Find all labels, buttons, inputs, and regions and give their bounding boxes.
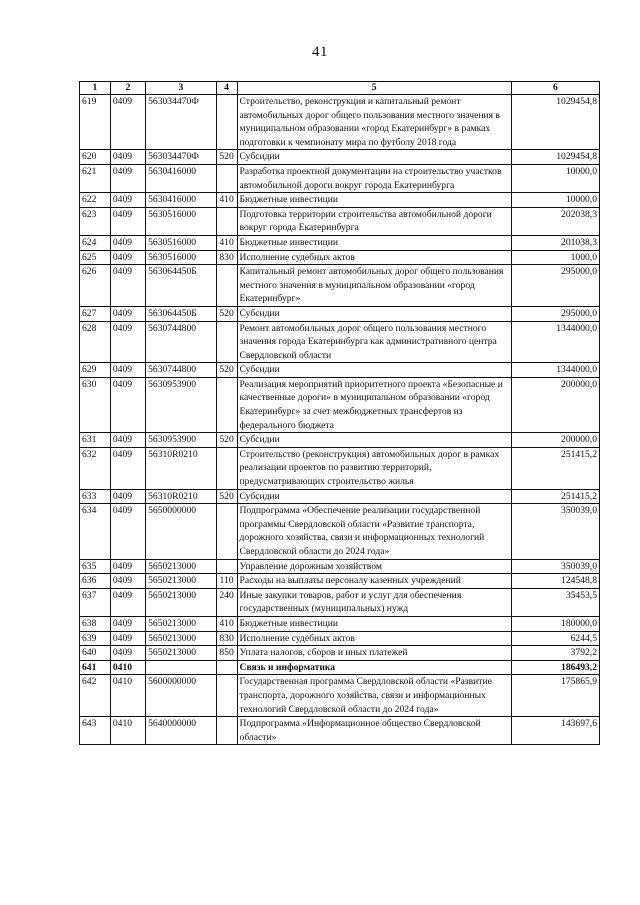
- amount-cell: 1029454,8: [511, 150, 599, 165]
- amount-cell: 295000,0: [511, 265, 599, 307]
- section-code-cell: 0409: [110, 631, 145, 646]
- target-article-cell: 5630953900: [146, 433, 217, 448]
- row-number-cell: 629: [80, 363, 111, 378]
- item-name-cell: Управление дорожным хозяйством: [237, 559, 511, 574]
- table-row: [80, 616, 600, 631]
- item-name-cell: Подготовка территории строительства автомобильной дороги вокруг города Екатеринбурга: [237, 207, 511, 235]
- section-code-cell: 0409: [110, 95, 145, 150]
- page-number: 41: [312, 44, 328, 60]
- section-code-cell: 0409: [110, 574, 145, 589]
- target-article-cell: 5650213000: [146, 631, 217, 646]
- expense-type-cell: [216, 675, 237, 717]
- expense-type-cell: 520: [216, 306, 237, 321]
- row-number-cell: 631: [80, 433, 111, 448]
- amount-cell: 180000,0: [511, 616, 599, 631]
- item-name-cell: Субсидии: [237, 489, 511, 504]
- table-row: [80, 631, 600, 646]
- expense-type-cell: 240: [216, 588, 237, 616]
- target-article-cell: 5600000000: [146, 675, 217, 717]
- row-number-cell: 625: [80, 250, 111, 265]
- table-row: [80, 646, 600, 661]
- section-code-cell: 0409: [110, 559, 145, 574]
- expense-type-cell: [216, 660, 237, 675]
- row-number-cell: 638: [80, 616, 111, 631]
- section-code-cell: 0409: [110, 306, 145, 321]
- target-article-cell: 5650213000: [146, 588, 217, 616]
- table-row: [80, 95, 600, 150]
- column-header-2: 2: [110, 82, 145, 95]
- expense-type-cell: 830: [216, 250, 237, 265]
- table-row: [80, 504, 600, 559]
- target-article-cell: 5630416000: [146, 164, 217, 192]
- expense-type-cell: [216, 559, 237, 574]
- item-name-cell: Расходы на выплаты персоналу казенных учреждений: [237, 574, 511, 589]
- expense-type-cell: 520: [216, 363, 237, 378]
- target-article-cell: 5630744800: [146, 321, 217, 363]
- item-name-cell: Подпрограмма «Обеспечение реализации государственной программы Свердловской области «Развитие транспорта, дорожного хозяйства, связи и информационных технологий Свердловской области до 2024 года»: [237, 504, 511, 559]
- expense-type-cell: 520: [216, 150, 237, 165]
- section-code-cell: 0409: [110, 433, 145, 448]
- item-name-cell: Бюджетные инвестиции: [237, 616, 511, 631]
- item-name-cell: Связь и информатика: [237, 660, 511, 675]
- section-code-cell: 0409: [110, 193, 145, 208]
- table-row: [80, 363, 600, 378]
- row-number-cell: 643: [80, 717, 111, 745]
- amount-cell: 201038,3: [511, 235, 599, 250]
- row-number-cell: 628: [80, 321, 111, 363]
- row-number-cell: 626: [80, 265, 111, 307]
- section-code-cell: 0409: [110, 489, 145, 504]
- table-header-row: [80, 82, 600, 95]
- target-article-cell: 5650213000: [146, 616, 217, 631]
- table-row: [80, 574, 600, 589]
- amount-cell: 143697,6: [511, 717, 599, 745]
- item-name-cell: Строительство, реконструкция и капитальный ремонт автомобильных дорог общего пользования местного значения в муниципальном образовании «город Екатеринбург» в рамках подготовки к чемпионату мира по футболу 2018 года: [237, 95, 511, 150]
- table-row: [80, 377, 600, 432]
- amount-cell: 186493,2: [511, 660, 599, 675]
- expense-type-cell: 110: [216, 574, 237, 589]
- row-number-cell: 624: [80, 235, 111, 250]
- row-number-cell: 640: [80, 646, 111, 661]
- item-name-cell: Исполнение судебных актов: [237, 250, 511, 265]
- section-code-cell: 0409: [110, 250, 145, 265]
- row-number-cell: 623: [80, 207, 111, 235]
- section-code-cell: 0409: [110, 588, 145, 616]
- table-row: [80, 235, 600, 250]
- row-number-cell: 641: [80, 660, 111, 675]
- item-name-cell: Государственная программа Свердловской области «Развитие транспорта, дорожного хозяйства, связи и информационных технологий Свердловской области до 2024 года»: [237, 675, 511, 717]
- amount-cell: 1029454,8: [511, 95, 599, 150]
- expense-type-cell: 520: [216, 489, 237, 504]
- row-number-cell: 642: [80, 675, 111, 717]
- row-number-cell: 635: [80, 559, 111, 574]
- section-code-cell: 0409: [110, 504, 145, 559]
- row-number-cell: 636: [80, 574, 111, 589]
- amount-cell: 1000,0: [511, 250, 599, 265]
- item-name-cell: Строительство (реконструкция) автомобильных дорог в рамках реализации проектов по развитию территорий, предусматривающих строительство жилья: [237, 447, 511, 489]
- amount-cell: 6244,5: [511, 631, 599, 646]
- row-number-cell: 639: [80, 631, 111, 646]
- target-article-cell: 563064450Б: [146, 265, 217, 307]
- budget-table: [79, 81, 600, 745]
- section-code-cell: 0409: [110, 616, 145, 631]
- table-row: [80, 675, 600, 717]
- amount-cell: 200000,0: [511, 433, 599, 448]
- amount-cell: 350039,0: [511, 504, 599, 559]
- table-row: [80, 588, 600, 616]
- amount-cell: 175865,9: [511, 675, 599, 717]
- expense-type-cell: 410: [216, 235, 237, 250]
- item-name-cell: Исполнение судебных актов: [237, 631, 511, 646]
- expense-type-cell: [216, 447, 237, 489]
- row-number-cell: 620: [80, 150, 111, 165]
- expense-type-cell: 830: [216, 631, 237, 646]
- section-code-cell: 0409: [110, 363, 145, 378]
- item-name-cell: Уплата налогов, сборов и иных платежей: [237, 646, 511, 661]
- item-name-cell: Реализация мероприятий приоритетного проекта «Безопасные и качественные дороги» в муниципальном образовании «город Екатеринбург» за счет межбюджетных трансфертов из федерального бюджета: [237, 377, 511, 432]
- column-header-3: 3: [146, 82, 217, 95]
- table-body: [80, 95, 600, 745]
- section-code-cell: 0410: [110, 660, 145, 675]
- section-code-cell: 0409: [110, 207, 145, 235]
- item-name-cell: Разработка проектной документации на строительство участков автомобильной дороги вокруг города Екатеринбурга: [237, 164, 511, 192]
- amount-cell: 10000,0: [511, 193, 599, 208]
- table-row: [80, 433, 600, 448]
- target-article-cell: 5630953900: [146, 377, 217, 432]
- amount-cell: 3792,2: [511, 646, 599, 661]
- target-article-cell: 5630516000: [146, 235, 217, 250]
- expense-type-cell: 410: [216, 193, 237, 208]
- expense-type-cell: [216, 377, 237, 432]
- table-row: [80, 164, 600, 192]
- target-article-cell: 5630416000: [146, 193, 217, 208]
- expense-type-cell: [216, 321, 237, 363]
- target-article-cell: 5630516000: [146, 250, 217, 265]
- amount-cell: 1344000,0: [511, 321, 599, 363]
- item-name-cell: Подпрограмма «Информационное общество Свердловской области»: [237, 717, 511, 745]
- item-name-cell: Капитальный ремонт автомобильных дорог общего пользования местного значения в муниципальном образовании «город Екатеринбург»: [237, 265, 511, 307]
- table-row: [80, 250, 600, 265]
- section-code-cell: 0409: [110, 646, 145, 661]
- target-article-cell: 56310R0210: [146, 447, 217, 489]
- table-row: [80, 207, 600, 235]
- amount-cell: 124548,8: [511, 574, 599, 589]
- expense-type-cell: [216, 95, 237, 150]
- section-code-cell: 0410: [110, 717, 145, 745]
- table-row: [80, 447, 600, 489]
- target-article-cell: 5650213000: [146, 646, 217, 661]
- row-number-cell: 630: [80, 377, 111, 432]
- expense-type-cell: 520: [216, 433, 237, 448]
- expense-type-cell: 850: [216, 646, 237, 661]
- amount-cell: 202038,3: [511, 207, 599, 235]
- amount-cell: 251415,2: [511, 489, 599, 504]
- section-code-cell: 0409: [110, 235, 145, 250]
- target-article-cell: 5640000000: [146, 717, 217, 745]
- expense-type-cell: [216, 717, 237, 745]
- section-code-cell: 0409: [110, 150, 145, 165]
- expense-type-cell: [216, 265, 237, 307]
- section-code-cell: 0409: [110, 321, 145, 363]
- item-name-cell: Субсидии: [237, 433, 511, 448]
- row-number-cell: 633: [80, 489, 111, 504]
- section-code-cell: 0409: [110, 265, 145, 307]
- item-name-cell: Бюджетные инвестиции: [237, 235, 511, 250]
- target-article-cell: 5650213000: [146, 559, 217, 574]
- row-number-cell: 634: [80, 504, 111, 559]
- amount-cell: 295000,0: [511, 306, 599, 321]
- column-header-6: 6: [511, 82, 599, 95]
- item-name-cell: Субсидии: [237, 363, 511, 378]
- target-article-cell: 5630516000: [146, 207, 217, 235]
- column-header-1: 1: [80, 82, 111, 95]
- column-header-4: 4: [216, 82, 237, 95]
- table-row: [80, 306, 600, 321]
- item-name-cell: Бюджетные инвестиции: [237, 193, 511, 208]
- row-number-cell: 619: [80, 95, 111, 150]
- amount-cell: 251415,2: [511, 447, 599, 489]
- amount-cell: 350039,0: [511, 559, 599, 574]
- row-number-cell: 622: [80, 193, 111, 208]
- item-name-cell: Иные закупки товаров, работ и услуг для обеспечения государственных (муниципальных) нужд: [237, 588, 511, 616]
- column-header-5: 5: [237, 82, 511, 95]
- target-article-cell: [146, 660, 217, 675]
- table-row: [80, 193, 600, 208]
- table-row: [80, 559, 600, 574]
- expense-type-cell: [216, 207, 237, 235]
- section-code-cell: 0409: [110, 164, 145, 192]
- section-code-cell: 0410: [110, 675, 145, 717]
- expense-type-cell: [216, 504, 237, 559]
- table-row: [80, 489, 600, 504]
- target-article-cell: 5650213000: [146, 574, 217, 589]
- row-number-cell: 627: [80, 306, 111, 321]
- amount-cell: 200000,0: [511, 377, 599, 432]
- row-number-cell: 621: [80, 164, 111, 192]
- amount-cell: 35453,5: [511, 588, 599, 616]
- amount-cell: 10000,0: [511, 164, 599, 192]
- amount-cell: 1344000,0: [511, 363, 599, 378]
- table-row: [80, 265, 600, 307]
- expense-type-cell: [216, 164, 237, 192]
- row-number-cell: 637: [80, 588, 111, 616]
- table-row: [80, 321, 600, 363]
- item-name-cell: Ремонт автомобильных дорог общего пользования местного значения города Екатеринбурга как административного центра Свердловской области: [237, 321, 511, 363]
- row-number-cell: 632: [80, 447, 111, 489]
- table-row: [80, 150, 600, 165]
- target-article-cell: 563034470Ф: [146, 95, 217, 150]
- table-row: [80, 717, 600, 745]
- table-row: [80, 660, 600, 675]
- item-name-cell: Субсидии: [237, 306, 511, 321]
- target-article-cell: 56310R0210: [146, 489, 217, 504]
- section-code-cell: 0409: [110, 377, 145, 432]
- target-article-cell: 5650000000: [146, 504, 217, 559]
- target-article-cell: 563034470Ф: [146, 150, 217, 165]
- target-article-cell: 563064450Б: [146, 306, 217, 321]
- item-name-cell: Субсидии: [237, 150, 511, 165]
- section-code-cell: 0409: [110, 447, 145, 489]
- target-article-cell: 5630744800: [146, 363, 217, 378]
- expense-type-cell: 410: [216, 616, 237, 631]
